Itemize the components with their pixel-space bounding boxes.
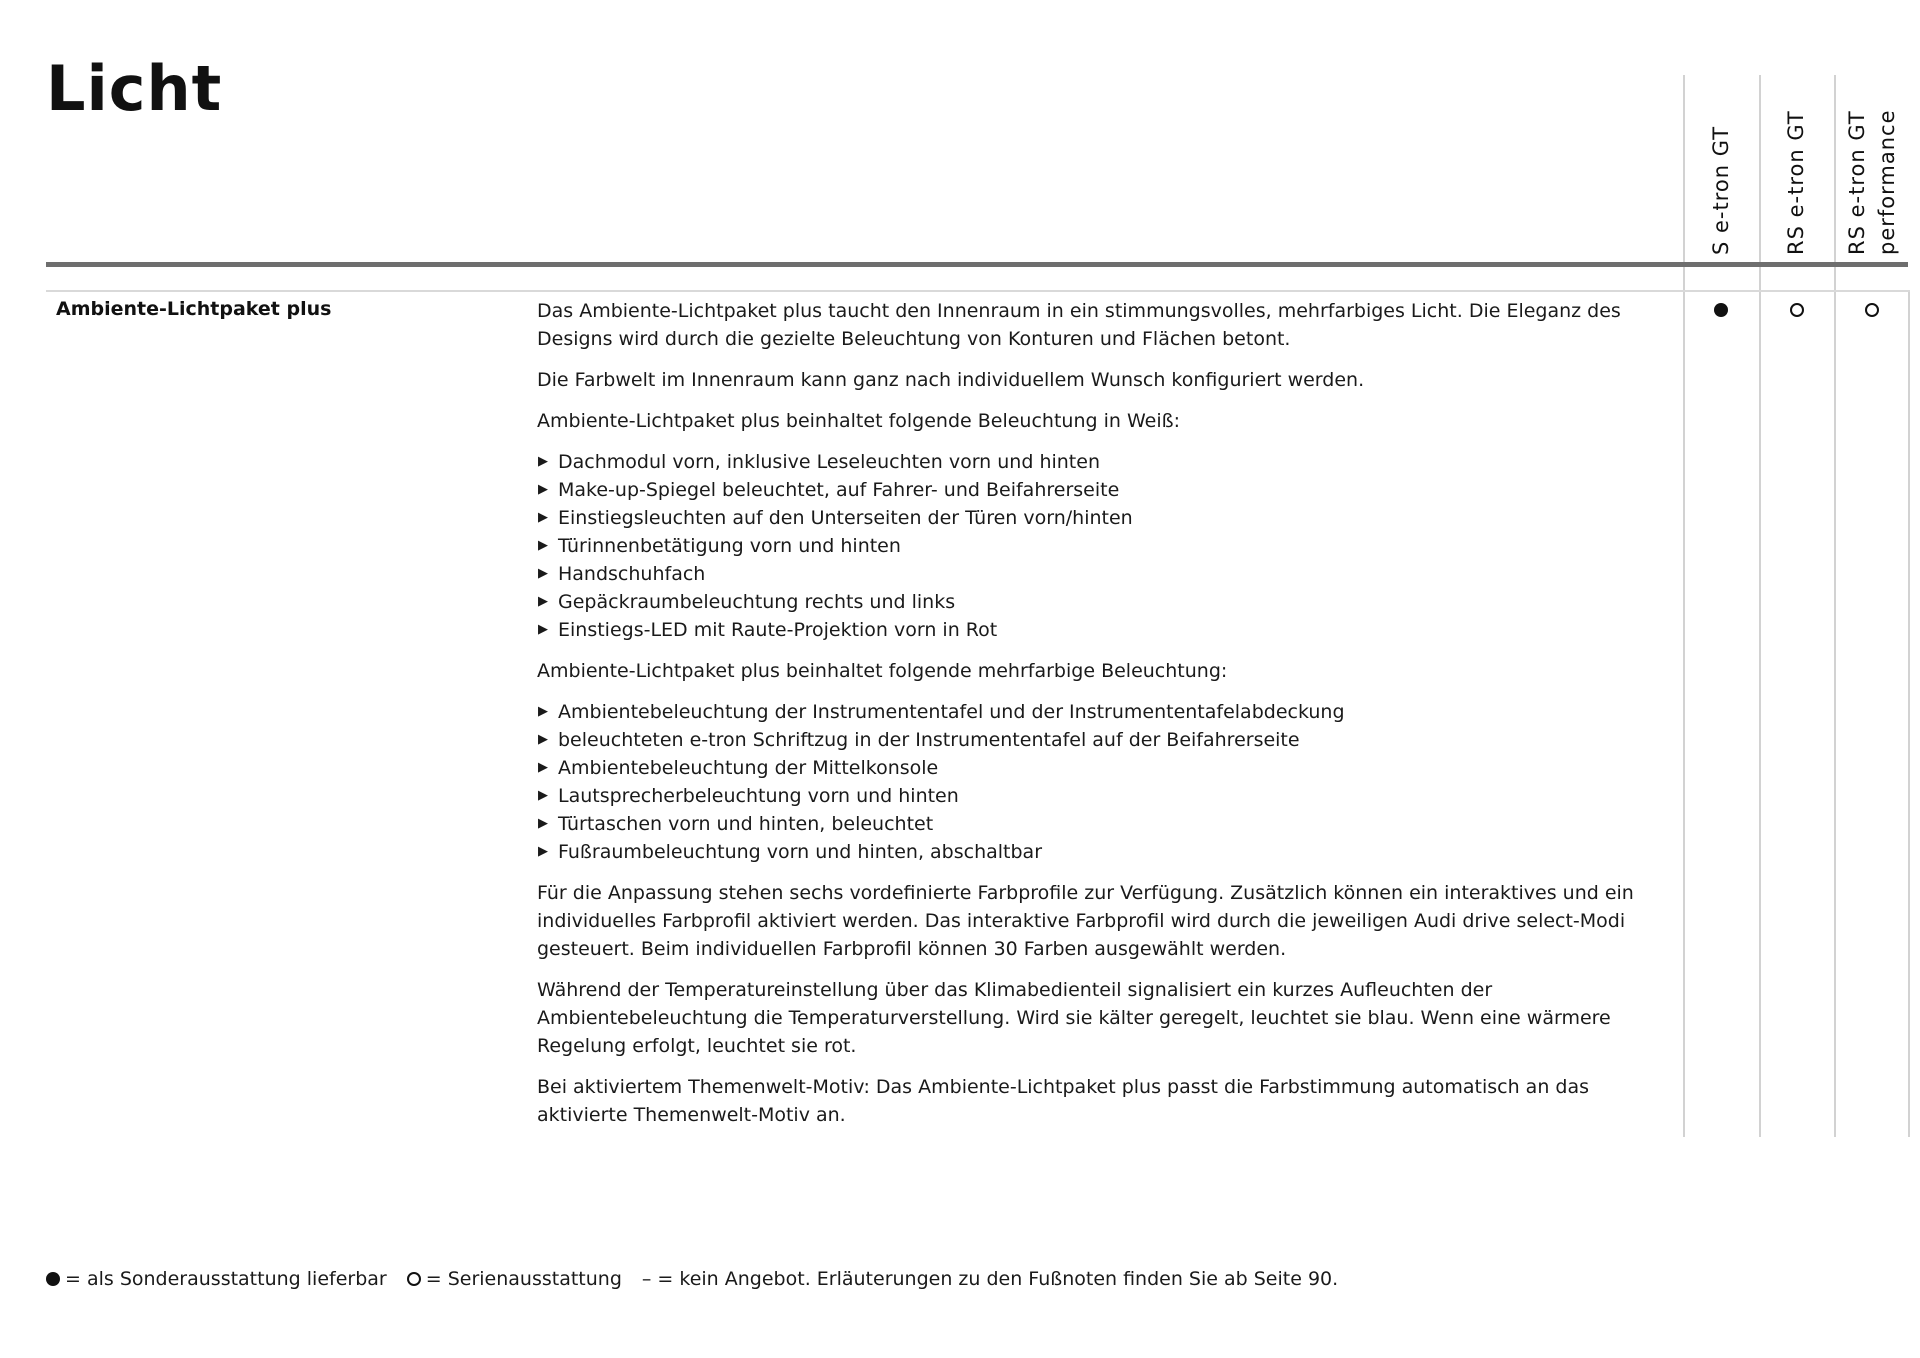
list-item-text: Make-up-Spiegel beleuchtet, auf Fahrer- und Beifahrerseite: [558, 479, 1120, 501]
list-item: [537, 532, 1670, 560]
list-item-text: Handschuhfach: [558, 563, 706, 585]
availability-marker-rs-etron-gt-performance: [1865, 303, 1879, 317]
triangle-bullet-icon: ▶: [538, 788, 548, 803]
legend-optional-text: = als Sonderausstattung lieferbar: [65, 1268, 387, 1290]
feature-name: Ambiente-Lichtpaket plus: [56, 298, 332, 320]
list-item-text: Ambientebeleuchtung der Instrumententafel und der Instrumententafelabdeckung: [558, 701, 1345, 723]
description-paragraph: Das Ambiente-Lichtpaket plus taucht den Innenraum in ein stimmungsvolles, mehrfarbiges Licht. Die Eleganz des Designs wird durch die gezielte Beleuchtung von Konturen und Flächen betont.: [537, 300, 1621, 350]
list-intro: Ambiente-Lichtpaket plus beinhaltet folgende Beleuchtung in Weiß:: [537, 410, 1180, 432]
triangle-bullet-icon: ▶: [538, 760, 548, 775]
row-divider: [46, 290, 1910, 292]
triangle-bullet-icon: ▶: [538, 594, 548, 609]
list-item-text: Türinnenbetätigung vorn und hinten: [558, 535, 901, 557]
list-item: [537, 504, 1670, 532]
description-paragraph: Für die Anpassung stehen sechs vordefinierte Farbprofile zur Verfügung. Zusätzlich können ein interaktives und ein individuelles Farbprofil aktiviert werden. Das interaktive Farbprofil wird durch die jeweiligen Audi drive select-Modi gesteuert. Beim individuellen Farbprofil können 30 Farben ausgewählt werden.: [537, 882, 1634, 960]
column-header-line: S e-tron GT: [1709, 125, 1733, 255]
list-item-text: Einstiegsleuchten auf den Unterseiten der Türen vorn/hinten: [558, 507, 1133, 529]
legend-standard-text: = Serienausstattung: [425, 1268, 622, 1290]
list-item: [537, 782, 1670, 810]
triangle-bullet-icon: ▶: [538, 510, 548, 525]
list-item: [537, 476, 1670, 504]
hollow-circle-icon: [407, 1272, 421, 1286]
feature-description: [537, 297, 1670, 1142]
list-item-text: Lautsprecherbeleuchtung vorn und hinten: [558, 785, 959, 807]
triangle-bullet-icon: ▶: [538, 732, 548, 747]
triangle-bullet-icon: ▶: [538, 622, 548, 637]
description-paragraph: Bei aktiviertem Themenwelt-Motiv: Das Ambiente-Lichtpaket plus passt die Farbstimmung automatisch an das aktivierte Themenwelt-Motiv an.: [537, 1076, 1590, 1126]
column-header-line: RS e-tron GT: [1784, 110, 1808, 255]
list-item: [537, 726, 1670, 754]
white-lighting-list: [537, 448, 1670, 644]
triangle-bullet-icon: ▶: [538, 844, 548, 859]
triangle-bullet-icon: ▶: [538, 704, 548, 719]
column-header-line: performance: [1875, 109, 1899, 255]
legend-optional: [46, 1268, 387, 1290]
legend-none: [642, 1268, 1338, 1290]
description-paragraph: Die Farbwelt im Innenraum kann ganz nach individuellem Wunsch konfiguriert werden.: [537, 369, 1365, 391]
filled-circle-icon: [46, 1272, 60, 1286]
column-divider: [1759, 75, 1761, 1137]
list-item-text: Dachmodul vorn, inklusive Leseleuchten vorn und hinten: [558, 451, 1100, 473]
multicolor-lighting-list: [537, 698, 1670, 866]
triangle-bullet-icon: ▶: [538, 816, 548, 831]
list-item: [537, 838, 1670, 866]
list-item-text: beleuchteten e-tron Schriftzug in der Instrumententafel auf der Beifahrerseite: [558, 729, 1300, 751]
description-paragraph: Während der Temperatureinstellung über das Klimabedienteil signalisiert ein kurzes Aufleuchten der Ambientebeleuchtung die Temperaturverstellung. Wird sie kälter geregelt, leuchtet sie blau. Wenn eine wärmere Regelung erfolgt, leuchtet sie rot.: [537, 979, 1611, 1057]
list-item: [537, 448, 1670, 476]
list-item: [537, 810, 1670, 838]
column-header-rs-etron-gt: [1781, 110, 1811, 255]
list-item-text: Türtaschen vorn und hinten, beleuchtet: [558, 813, 934, 835]
column-header-line: RS e-tron GT: [1845, 110, 1869, 255]
triangle-bullet-icon: ▶: [538, 454, 548, 469]
list-item: [537, 754, 1670, 782]
list-intro: Ambiente-Lichtpaket plus beinhaltet folgende mehrfarbige Beleuchtung:: [537, 660, 1228, 682]
header-divider: [46, 262, 1908, 267]
legend-none-text: – = kein Angebot. Erläuterungen zu den Fußnoten finden Sie ab Seite 90.: [641, 1268, 1339, 1290]
triangle-bullet-icon: ▶: [538, 538, 548, 553]
availability-marker-rs-etron-gt: [1790, 303, 1804, 317]
column-divider: [1683, 75, 1685, 1137]
list-item-text: Gepäckraumbeleuchtung rechts und links: [558, 591, 956, 613]
list-item: [537, 616, 1670, 644]
list-item: [537, 560, 1670, 588]
triangle-bullet-icon: ▶: [538, 566, 548, 581]
availability-marker-s-etron-gt: [1714, 303, 1728, 317]
column-header-s-etron-gt: [1706, 126, 1736, 255]
column-divider: [1908, 290, 1910, 1137]
list-item: [537, 588, 1670, 616]
list-item-text: Einstiegs-LED mit Raute-Projektion vorn in Rot: [558, 619, 998, 641]
list-item-text: Fußraumbeleuchtung vorn und hinten, abschaltbar: [558, 841, 1042, 863]
column-header-rs-etron-gt-performance: [1842, 110, 1902, 256]
list-item: [537, 698, 1670, 726]
list-item-text: Ambientebeleuchtung der Mittelkonsole: [558, 757, 939, 779]
triangle-bullet-icon: ▶: [538, 482, 548, 497]
legend: [46, 1268, 1358, 1290]
page-title: Licht: [46, 52, 223, 125]
legend-standard: [407, 1268, 622, 1290]
column-divider: [1834, 75, 1836, 1137]
